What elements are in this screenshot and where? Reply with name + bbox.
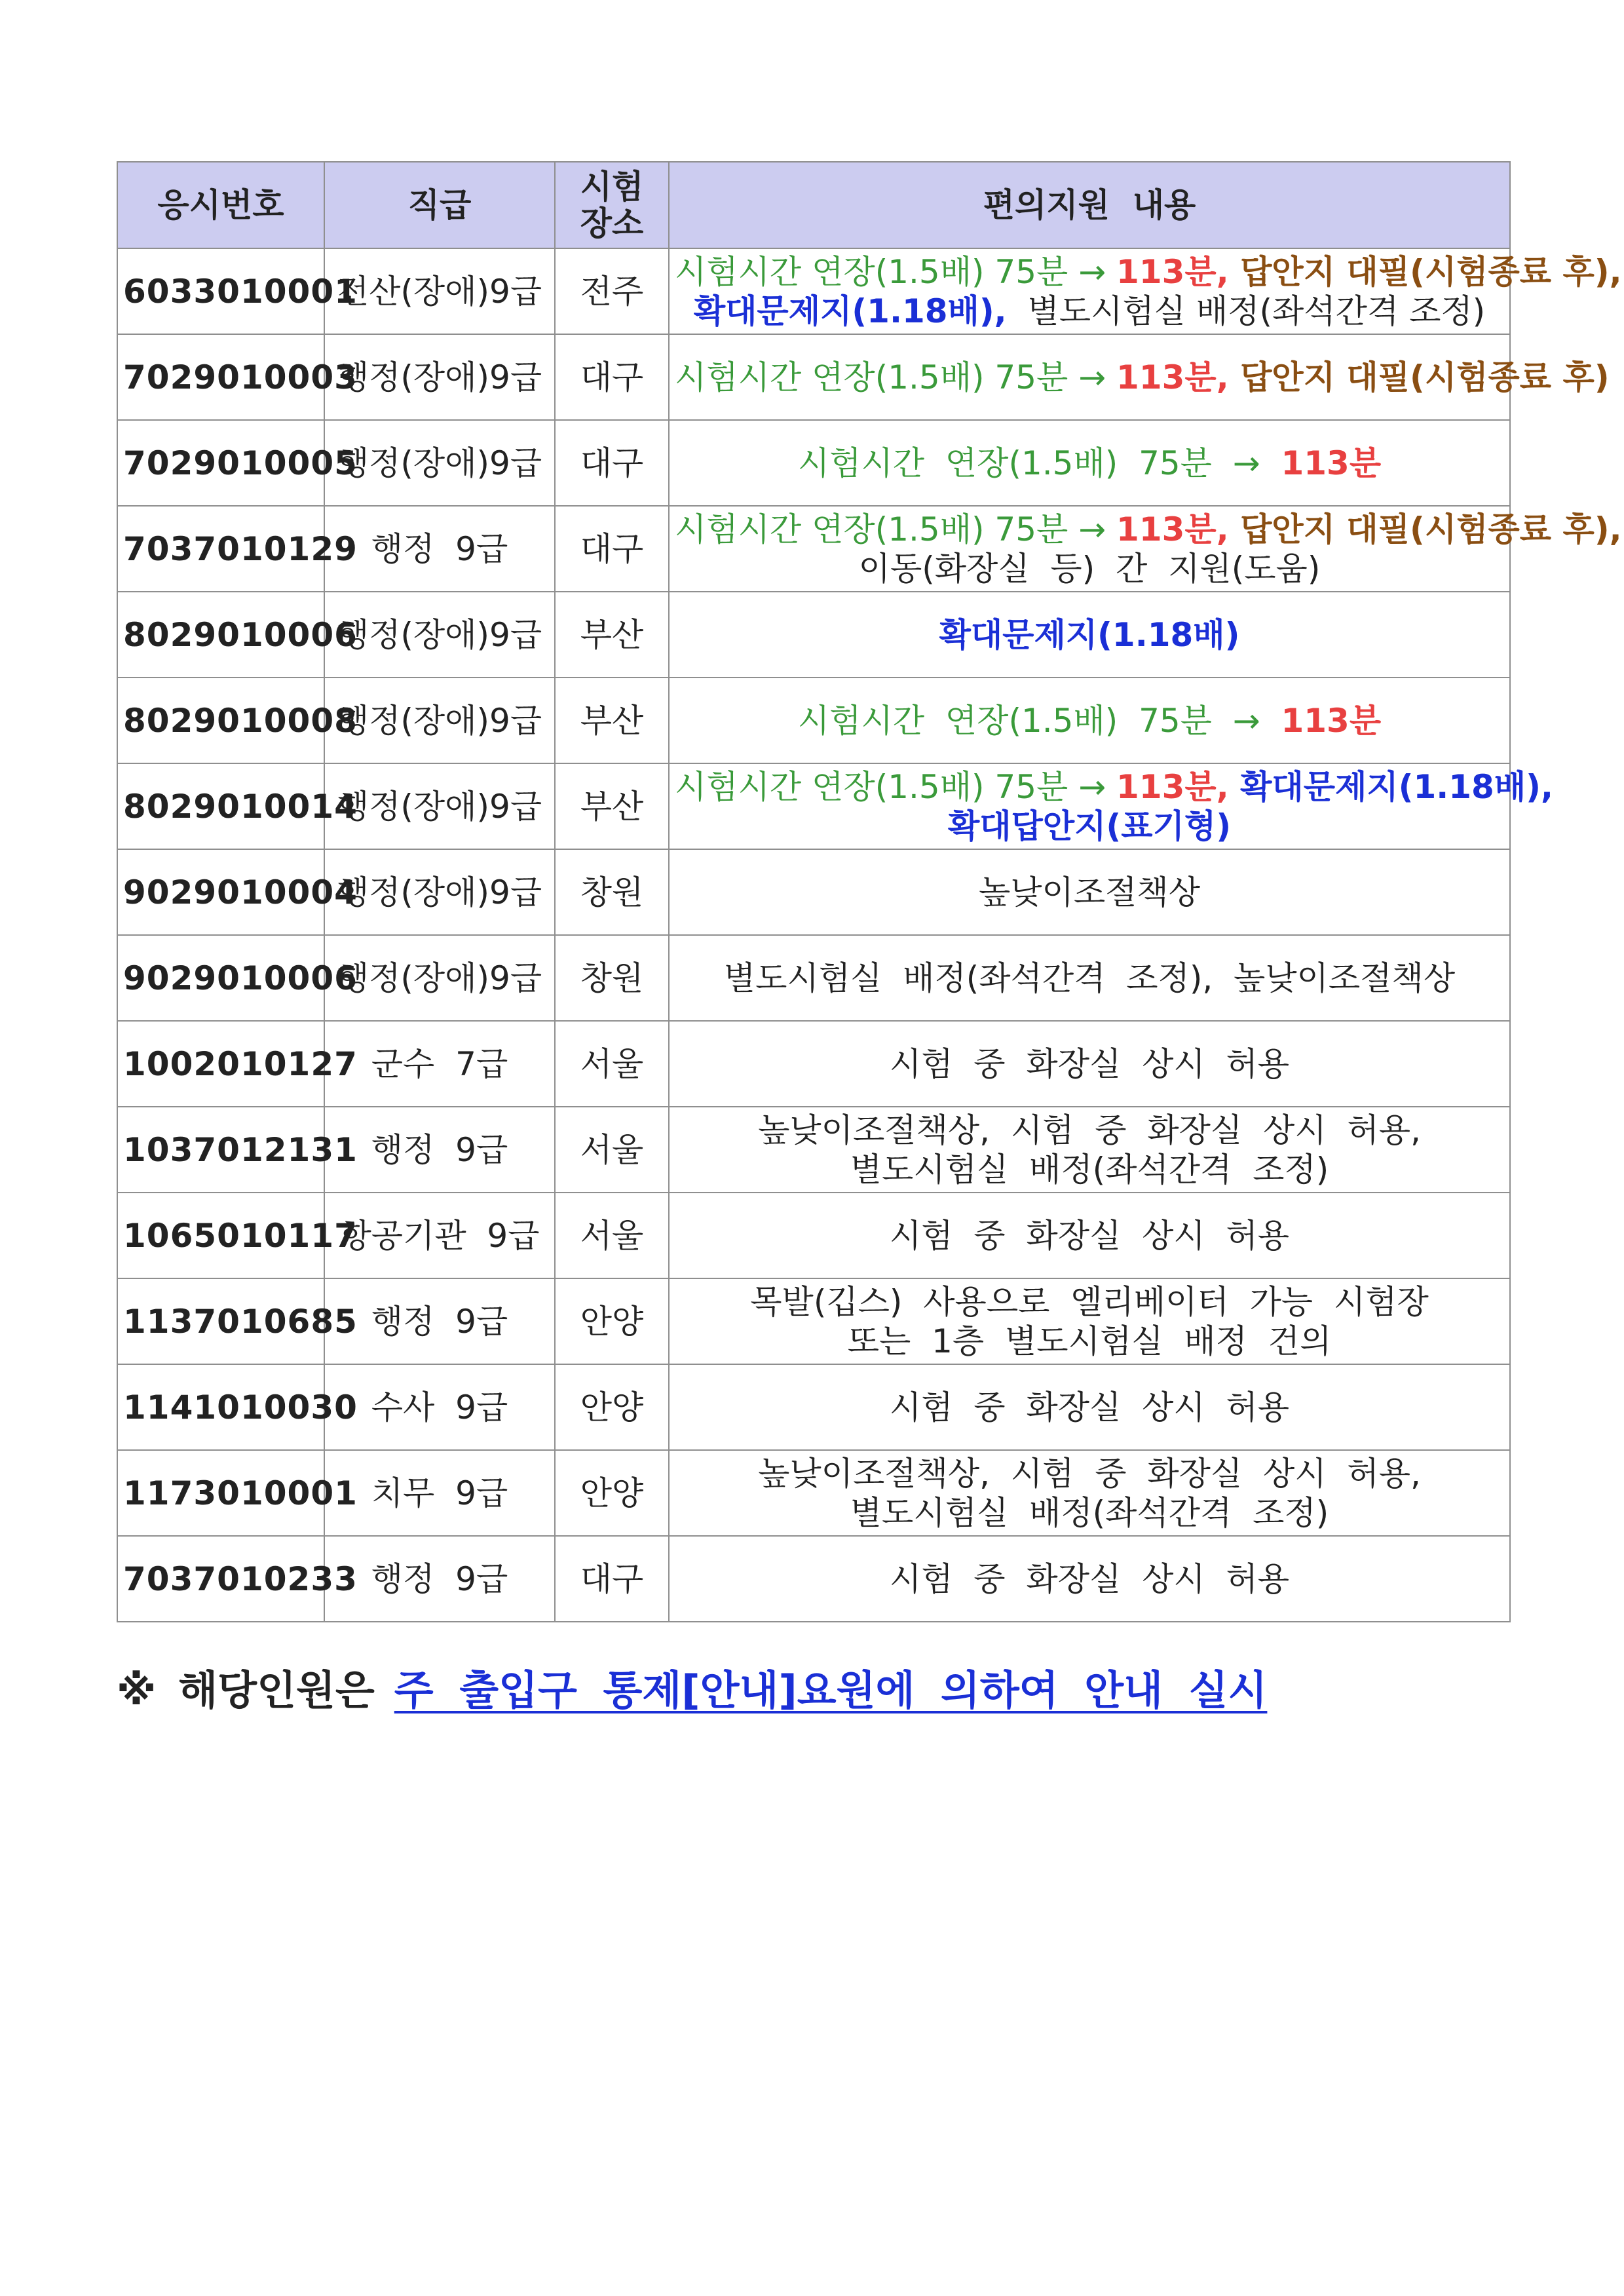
cell-exam-location: 대구 [555, 506, 669, 592]
footer-highlight-text: 주 출입구 통제[안내]요원에 의하여 안내 실시 [394, 1666, 1268, 1714]
support-segment-dark: 또는 1층 별도시험실 배정 건의 [847, 1322, 1332, 1360]
support-segment-red: 113분, [1116, 510, 1229, 548]
support-line [675, 698, 1504, 743]
support-segment-blue: 확대답안지(표기형) [947, 807, 1232, 845]
cell-support-details [669, 1107, 1510, 1193]
support-line [675, 252, 1622, 292]
cell-exam-number: 1037012131 [117, 1107, 324, 1193]
cell-support-details [669, 334, 1610, 420]
cell-grade: 전산(장애)9급 [324, 248, 555, 334]
cell-exam-location: 안양 [555, 1450, 669, 1536]
cell-grade: 행정(장애)9급 [324, 763, 555, 849]
cell-grade: 행정(장애)9급 [324, 334, 555, 420]
cell-grade: 행정 9급 [324, 506, 555, 592]
table-row [117, 420, 1510, 506]
cell-exam-location: 서울 [555, 1021, 669, 1107]
cell-exam-number: 8029010008 [117, 678, 324, 763]
support-line [675, 870, 1504, 915]
table-row [117, 248, 1510, 334]
cell-exam-location: 대구 [555, 1536, 669, 1622]
cell-exam-number: 6033010001 [117, 248, 324, 334]
header-grade: 직급 [324, 162, 555, 248]
footer-note [117, 1658, 1267, 1717]
cell-exam-number: 9029010004 [117, 849, 324, 935]
cell-support-details [669, 592, 1510, 678]
table-row [117, 1107, 1510, 1193]
cell-support-details [669, 1364, 1510, 1450]
support-segment-brown: 답안지 대필(시험종료 후), [1228, 252, 1622, 291]
cell-exam-location: 부산 [555, 678, 669, 763]
support-segment-dark: 별도시험실 배정(좌석간격 조정) [850, 1493, 1329, 1532]
header-exam-location-line1: 시험 [580, 168, 644, 206]
support-line [675, 1150, 1504, 1189]
cell-exam-location: 서울 [555, 1193, 669, 1278]
cell-grade: 행정 9급 [324, 1278, 555, 1364]
table-header-row [117, 162, 1510, 248]
support-segment-green: 시험시간 연장(1.5배) 75분 → [675, 767, 1117, 806]
cell-support-details [669, 763, 1553, 849]
cell-exam-number: 8029010014 [117, 763, 324, 849]
cell-support-details [669, 1450, 1510, 1536]
support-segment-brown: 답안지 대필(시험종료 후) [1228, 358, 1610, 396]
support-segment-dark: 별도시험실 배정(좌석간격 조정), 높낮이조절책상 [723, 959, 1456, 997]
support-segment-red: 113분 [1281, 701, 1382, 740]
cell-support-details [669, 506, 1622, 592]
support-line [675, 292, 1504, 331]
cell-exam-number: 7037010129 [117, 506, 324, 592]
support-line [675, 956, 1504, 1001]
cell-support-details [669, 1021, 1510, 1107]
support-segment-green: 시험시간 연장(1.5배) 75분 → [675, 252, 1117, 291]
support-segment-green: 시험시간 연장(1.5배) 75분 → [675, 358, 1117, 396]
cell-grade: 행정 9급 [324, 1107, 555, 1193]
accommodation-table [117, 161, 1622, 1622]
cell-exam-number: 7029010003 [117, 334, 324, 420]
support-segment-red: 113분, [1116, 252, 1229, 291]
support-line [675, 1214, 1504, 1258]
footer-lead-text: 해당인원은 [178, 1666, 375, 1714]
cell-grade: 항공기관 9급 [324, 1193, 555, 1278]
cell-exam-number: 1002010127 [117, 1021, 324, 1107]
cell-grade: 행정(장애)9급 [324, 678, 555, 763]
cell-exam-location: 대구 [555, 334, 669, 420]
support-segment-blue: 확대문제지(1.18배), [1228, 767, 1553, 806]
header-support-details: 편의지원 내용 [669, 162, 1510, 248]
cell-exam-location: 안양 [555, 1364, 669, 1450]
cell-support-details [669, 420, 1510, 506]
table-row [117, 1364, 1510, 1450]
cell-exam-number: 1141010030 [117, 1364, 324, 1450]
cell-grade: 행정(장애)9급 [324, 935, 555, 1021]
table-body [117, 248, 1622, 1622]
cell-exam-location: 대구 [555, 420, 669, 506]
support-segment-dark: 시험 중 화장실 상시 허용 [889, 1216, 1290, 1255]
support-line [675, 1282, 1504, 1322]
table-row [117, 1021, 1510, 1107]
support-line [675, 1493, 1504, 1533]
cell-exam-location: 부산 [555, 763, 669, 849]
table-row [117, 935, 1510, 1021]
cell-exam-number: 7037010233 [117, 1536, 324, 1622]
cell-support-details [669, 1278, 1510, 1364]
cell-exam-location: 전주 [555, 248, 669, 334]
support-line [675, 767, 1553, 807]
support-segment-dark: 시험 중 화장실 상시 허용 [889, 1559, 1290, 1598]
support-segment-red: 113분 [1281, 444, 1382, 482]
table-row [117, 1278, 1510, 1364]
support-line [675, 549, 1504, 588]
cell-exam-number: 1065010117 [117, 1193, 324, 1278]
cell-grade: 군수 7급 [324, 1021, 555, 1107]
cell-exam-number: 8029010006 [117, 592, 324, 678]
cell-exam-number: 7029010005 [117, 420, 324, 506]
support-line [675, 1557, 1504, 1601]
cell-exam-number: 9029010006 [117, 935, 324, 1021]
cell-grade: 행정(장애)9급 [324, 849, 555, 935]
cell-support-details [669, 248, 1622, 334]
cell-exam-location: 창원 [555, 849, 669, 935]
header-exam-location [555, 162, 669, 248]
support-line [675, 510, 1622, 549]
support-segment-green: 시험시간 연장(1.5배) 75분 → [797, 701, 1281, 740]
table-row [117, 1450, 1510, 1536]
cell-exam-location: 안양 [555, 1278, 669, 1364]
support-segment-dark: 높낮이조절책상, 시험 중 화장실 상시 허용, [758, 1111, 1421, 1149]
cell-grade: 수사 9급 [324, 1364, 555, 1450]
cell-support-details [669, 1193, 1510, 1278]
cell-support-details [669, 849, 1510, 935]
table-row [117, 1193, 1510, 1278]
cell-exam-location: 서울 [555, 1107, 669, 1193]
support-line [675, 1385, 1504, 1430]
table-row [117, 1536, 1510, 1622]
support-line [675, 1322, 1504, 1361]
cell-exam-number: 1137010685 [117, 1278, 324, 1364]
support-line [675, 1454, 1504, 1493]
support-segment-dark: 별도시험실 배정(좌석간격 조정) [1006, 292, 1486, 330]
support-segment-dark: 별도시험실 배정(좌석간격 조정) [850, 1150, 1329, 1189]
table-row [117, 849, 1510, 935]
support-segment-dark: 시험 중 화장실 상시 허용 [889, 1388, 1290, 1426]
cell-support-details [669, 935, 1510, 1021]
cell-grade: 행정(장애)9급 [324, 592, 555, 678]
table-row [117, 506, 1510, 592]
support-segment-brown: 답안지 대필(시험종료 후), [1228, 510, 1622, 548]
table-row [117, 334, 1510, 420]
cell-grade: 행정(장애)9급 [324, 420, 555, 506]
support-segment-red: 113분, [1116, 358, 1229, 396]
support-segment-dark: 이동(화장실 등) 간 지원(도움) [858, 549, 1321, 588]
table-row [117, 763, 1510, 849]
support-segment-dark: 시험 중 화장실 상시 허용 [889, 1044, 1290, 1083]
support-line [675, 1042, 1504, 1086]
support-segment-dark: 높낮이조절책상 [978, 873, 1201, 911]
cell-support-details [669, 1536, 1510, 1622]
cell-exam-number: 1173010001 [117, 1450, 324, 1536]
cell-grade: 치무 9급 [324, 1450, 555, 1536]
cell-grade: 행정 9급 [324, 1536, 555, 1622]
support-segment-green: 시험시간 연장(1.5배) 75분 → [797, 444, 1281, 482]
header-exam-number: 응시번호 [117, 162, 324, 248]
support-segment-dark: 높낮이조절책상, 시험 중 화장실 상시 허용, [758, 1454, 1421, 1493]
support-line [675, 807, 1504, 846]
reference-mark: ※ [117, 1666, 157, 1714]
support-line [675, 355, 1610, 400]
table-row [117, 592, 1510, 678]
cell-support-details [669, 678, 1510, 763]
support-segment-green: 시험시간 연장(1.5배) 75분 → [675, 510, 1117, 548]
cell-exam-location: 창원 [555, 935, 669, 1021]
cell-exam-location: 부산 [555, 592, 669, 678]
support-line [675, 441, 1504, 486]
support-line [675, 1111, 1504, 1150]
support-segment-blue: 확대문제지(1.18배) [939, 615, 1240, 654]
table-row [117, 678, 1510, 763]
header-exam-location-line2: 장소 [580, 204, 644, 242]
support-segment-red: 113분, [1116, 767, 1229, 806]
support-segment-dark: 목발(깁스) 사용으로 엘리베이터 가능 시험장 [750, 1282, 1429, 1321]
support-segment-blue: 확대문제지(1.18배), [693, 292, 1007, 330]
support-line [675, 613, 1504, 657]
